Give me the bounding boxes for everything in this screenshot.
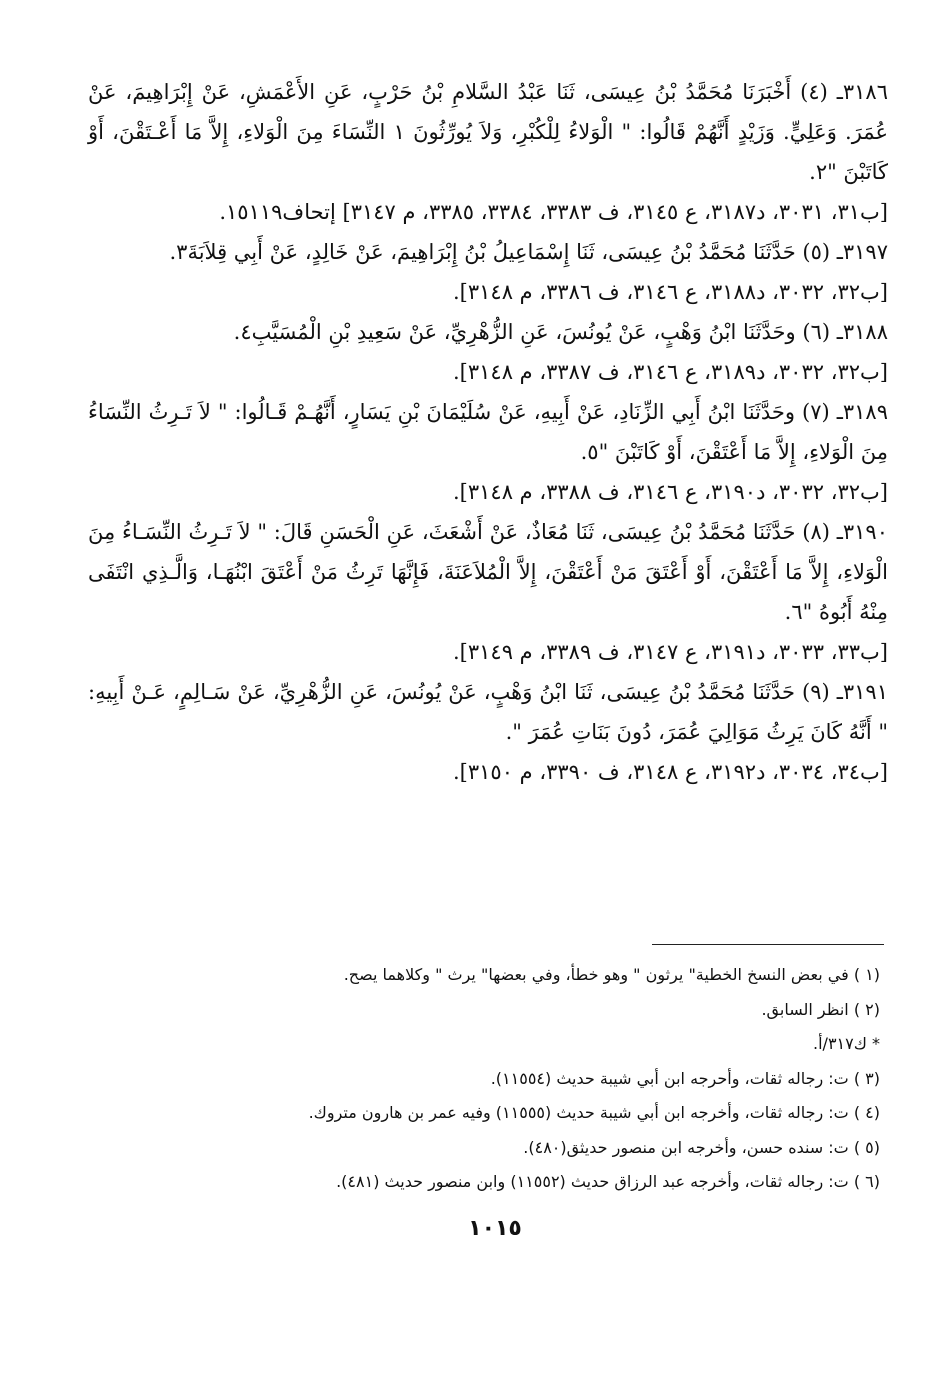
page-number: ١٠١٥	[468, 1216, 522, 1241]
hadith-body	[88, 72, 888, 792]
hadith-entry: ٣١٩١ـ (٩) حَدَّثَنَا مُحَمَّدُ بْنُ عِيسَى، ثَنَا ابْنُ وَهْبٍ، عَنْ يُونُسَ، عَنِ الزُّهْرِيِّ، عَنْ سَـالِمٍ، عَـنْ أَبِيهِ: " أَنَّهُ كَانَ يَرِثُ مَوَالِيَ عُمَرَ، دُونَ بَنَاتِ عُمَرَ ".	[88, 680, 888, 744]
footnote: (٣ ) ت: رجاله ثقات، وأحرجه ابن أبي شيبة حديث (١١٥٥٤).	[490, 1068, 880, 1088]
footnote: (٦ ) ت: رجاله ثقات، وأخرجه عبد الرزاق حديث (١١٥٥٢) وابن منصور حديث (٤٨١).	[336, 1172, 880, 1191]
hadith-entry: ٣١٩٠ـ (٨) حَدَّثَنَا مُحَمَّدُ بْنُ عِيسَى، ثَنَا مُعَاذٌ، عَنْ أَشْعَثَ، عَنِ الْحَسَنِ قَالَ: " لاَ تَـرِثُ النِّسَـاءُ مِنَ الْوَلاءِ، إِلاَّ مَا أَعْتَقْنَ، أَوْ أَعْتَقَ مَنْ أَعْتَقْنَ، إِلاَّ الْمُلاَعَنَةَ، فَإِنَّهَا تَرِثُ مَنْ أَعْتَقَ ابْنُهَـا، وَالَّـذِي انْتَفَى مِنْهُ أَبُوهُ "٦.	[88, 520, 888, 624]
hadith-reference: [ب٣٢، ٣٠٣٢، د٣١٩٠، ع ٣١٤٦، ف ٣٣٨٨، م ٣١٤٨].	[452, 480, 888, 504]
footnote: (١ ) في بعض النسخ الخطية" يرثون " وهو خطأ، وفي بعضها" يرث " وكلاهما يصح.	[343, 965, 880, 984]
footnotes	[180, 958, 880, 1200]
hadith-entry: ٣١٩٧ـ (٥) حَدَّثَنَا مُحَمَّدُ بْنُ عِيسَى، ثَنَا إِسْمَاعِيلُ بْنُ إِبْرَاهِيمَ، عَنْ خَالِدٍ، عَنْ أَبِي قِلاَبَةَ٣.	[169, 240, 888, 264]
hadith-entry: ٣١٨٩ـ (٧) وحَدَّثَنَا ابْنُ أَبِي الزِّنَادِ، عَنْ أَبِيهِ، عَنْ سُلَيْمَانَ بْنِ يَسَارٍ، أَنَّهُـمْ قَـالُوا: " لاَ تَـرِثُ النِّسَاءُ مِنَ الْوَلاءِ، إِلاَّ مَا أَعْتَقْنَ، أَوْ كَاتَبْنَ "٥.	[88, 400, 888, 464]
hadith-entry: ٣١٨٦ـ (٤) أَخْبَرَنَا مُحَمَّدُ بْنُ عِيسَى، ثَنَا عَبْدُ السَّلامِ بْنُ حَرْبٍ، عَنِ الأَعْمَشِ، عَنْ إِبْرَاهِيمَ، عَنْ عُمَرَ. وَعَلِيٍّ. وَزَيْدٍ أَنَّهُمْ قَالُوا: " الْوَلاءُ لِلْكُبْرِ، وَلاَ يُورِّثُونَ ١ النِّسَاءَ مِنَ الْوَلاءِ، إِلاَّ مَا أَعْـتَقْنَ، أَوْ كَاتَبْنَ "٢.	[88, 80, 888, 184]
footnote: (٤ ) ت: رجاله ثقات، وأخرجه ابن أبي شيبة حديث (١١٥٥٥) وفيه عمر بن هارون متروك.	[308, 1103, 880, 1122]
hadith-entry: ٣١٨٨ـ (٦) وحَدَّثَنَا ابْنُ وَهْبٍ، عَنْ يُونُسَ، عَنِ الزُّهْرِيِّ، عَنْ سَعِيدِ بْنِ الْمُسَيَّبِ٤.	[233, 320, 888, 344]
footnote: (٥ ) ت: سنده حسن، وأخرجه ابن منصور حديثق(٤٨٠).	[523, 1137, 880, 1157]
footnote: (٢ ) انظر السابق.	[761, 999, 880, 1019]
footnote: * ك٣١٧/أ.	[813, 1034, 880, 1053]
hadith-reference: [ب٣٢، ٣٠٣٢، د٣١٨٩، ع ٣١٤٦، ف ٣٣٨٧، م ٣١٤٨].	[452, 360, 888, 384]
footnote-divider	[652, 944, 884, 945]
hadith-reference: [ب٣٤، ٣٠٣٤، د٣١٩٢، ع ٣١٤٨، ف ٣٣٩٠، م ٣١٥٠].	[452, 760, 888, 784]
hadith-reference: [ب٣١، ٣٠٣١، د٣١٨٧، ع ٣١٤٥، ف ٣٣٨٣، ٣٣٨٤، ٣٣٨٥، م ٣١٤٧] إتحاف١٥١١٩.	[219, 200, 888, 224]
hadith-reference: [ب٣٣، ٣٠٣٣، د٣١٩١، ع ٣١٤٧، ف ٣٣٨٩، م ٣١٤٩].	[452, 640, 888, 664]
hadith-reference: [ب٣٢، ٣٠٣٢، د٣١٨٨، ع ٣١٤٦، ف ٣٣٨٦، م ٣١٤٨].	[452, 280, 888, 304]
